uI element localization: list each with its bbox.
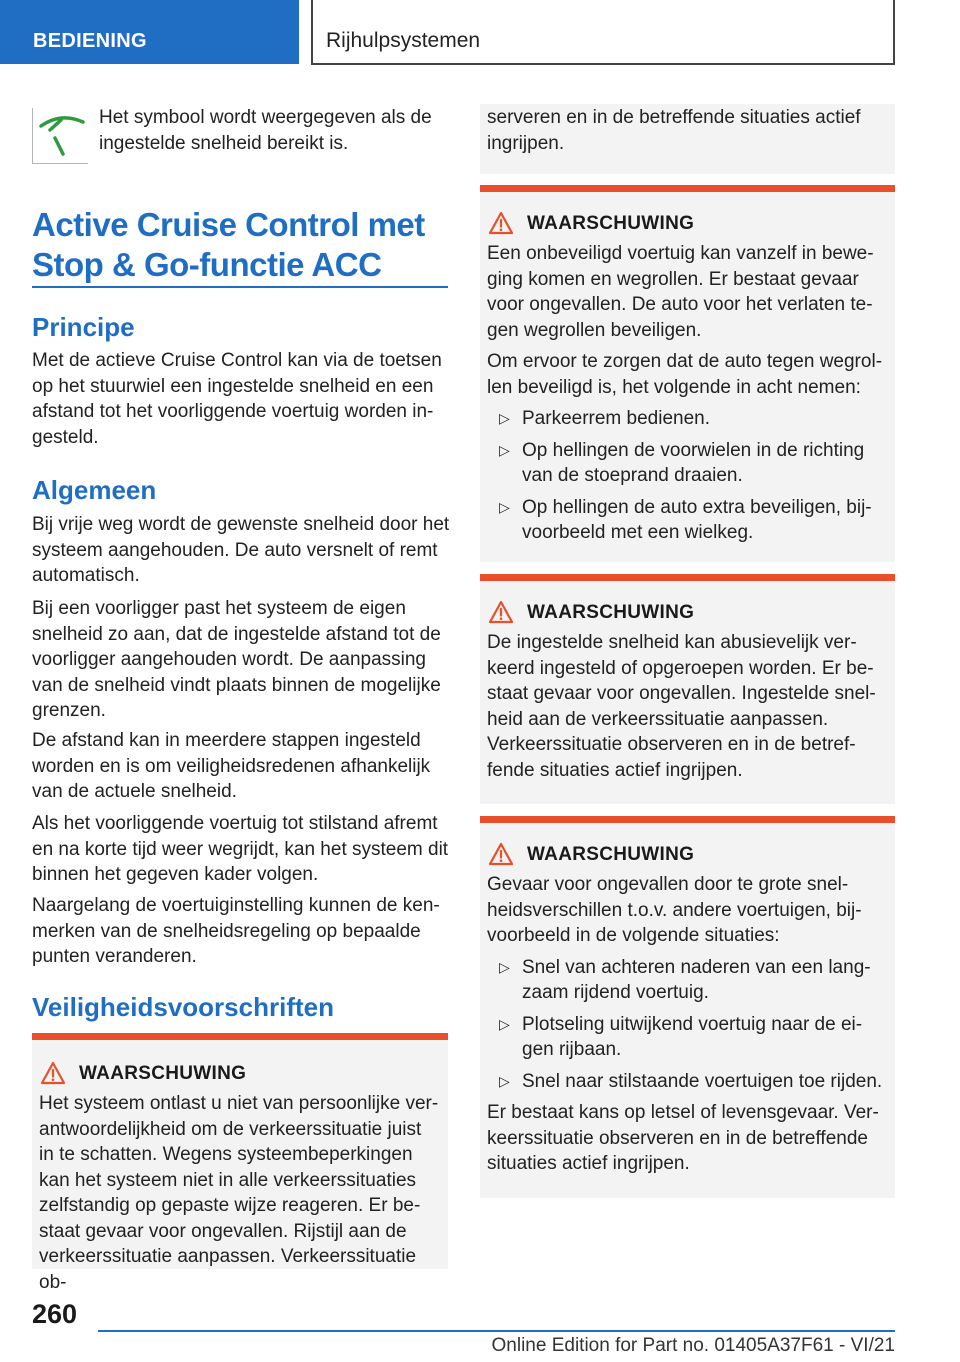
warning-triangle-icon (488, 600, 514, 624)
bullet-triangle-icon: ▷ (499, 410, 510, 426)
warning-box-1-continued (480, 104, 895, 174)
algemeen-para-2: Bij een voorligger past het systeem de eigen snelheid zo aan, dat de ingestelde afstand tot de voorligger aangehouden wordt. De aanpassing van de snelheid vindt plaats binnen de mogelijke grenzen. (32, 598, 441, 721)
warning-bar (480, 816, 895, 823)
list-item-text: Op hellingen de voorwielen in de richting van de stoeprand draaien. (522, 439, 865, 486)
footer-rule (98, 1330, 895, 1332)
warning-bar (32, 1033, 448, 1040)
warning-box-1 (32, 1033, 448, 1293)
page-title: Active Cruise Control met Stop & Go-functie ACC (32, 206, 425, 283)
algemeen-para-3: De afstand kan in meerdere stappen ingesteld worden en is om veiligheidsredenen afhankelijk van de actuele snelheid. (32, 730, 431, 802)
warning-bullet-list (487, 406, 887, 546)
symbol-description: Het symbool wordt weergegeven als de ingestelde snelheid bereikt is. (99, 107, 432, 154)
warning-paragraph: Er bestaat kans op letsel of levensgevaar. Verkeerssituatie observeren en in de betreffende situaties actief ingrijpen. (487, 1102, 879, 1174)
warning-box-3 (480, 574, 895, 804)
header-right-edge (893, 0, 895, 64)
warning-title: WAARSCHUWING (527, 844, 695, 865)
warning-text: De ingestelde snelheid kan abusievelijk verkeerd ingesteld of opgeroepen worden. Er bestaat gevaar voor ongevallen. Ingestelde snelheid aan de verkeerssituatie aanpassen. Verkeerssituatie observeren en in de betreffende situaties actief ingrijpen. (487, 632, 876, 781)
heading-principe: Principe (32, 312, 135, 342)
algemeen-para-1: Bij vrije weg wordt de gewenste snelheid door het systeem aangehouden. De auto versnelt of remt automatisch. (32, 514, 450, 586)
list-item (487, 1069, 887, 1095)
warning-paragraph: Gevaar voor ongevallen door te grote snelheidsverschillen t.o.v. andere voertuigen, bijvoorbeeld in de volgende situaties: (487, 874, 862, 946)
list-item-text: Snel van achteren naderen van een langzaam rijdend voertuig. (522, 956, 871, 1003)
chapter-title: Rijhulpsystemen (326, 29, 481, 52)
cruise-speed-reached-icon (32, 108, 88, 164)
warning-title: WAARSCHUWING (527, 213, 695, 234)
list-item-text: Op hellingen de auto extra beveiligen, bijvoorbeeld met een wielkeg. (522, 496, 872, 543)
section-tab (0, 0, 299, 64)
bullet-triangle-icon: ▷ (499, 498, 510, 515)
title-rule (32, 286, 448, 288)
warning-body (487, 241, 887, 552)
warning-paragraph: Een onbeveiligd voertuig kan vanzelf in beweging komen en wegrollen. Er bestaat gevaar voor ongevallen. De auto voor het verlaten tegen wegrollen beveiligen. (487, 243, 874, 341)
warning-continuation-text: serveren en in de betreffende situaties actief ingrijpen. (487, 107, 861, 154)
heading-algemeen: Algemeen (32, 475, 157, 505)
warning-title: WAARSCHUWING (527, 602, 695, 623)
bullet-triangle-icon: ▷ (499, 441, 510, 458)
list-item (487, 406, 887, 432)
warning-triangle-icon (488, 211, 514, 235)
bullet-triangle-icon: ▷ (499, 1015, 510, 1032)
bullet-triangle-icon: ▷ (499, 1072, 510, 1089)
warning-triangle-icon (40, 1061, 66, 1085)
algemeen-para-4: Als het voorliggende voertuig tot stilstand afremt en na korte tijd weer wegrijdt, kan het systeem dit binnen het gegeven kader volgen. (32, 813, 449, 885)
footer-edition: Online Edition for Part no. 01405A37F61 - VI/21 (491, 1335, 895, 1356)
section-label: BEDIENING (33, 30, 147, 52)
warning-paragraph: Om ervoor te zorgen dat de auto tegen wegrollen beveiligd is, het volgende in acht nemen: (487, 351, 883, 398)
warning-box-4 (480, 816, 895, 1198)
warning-bar (480, 574, 895, 581)
list-item-text: Snel naar stilstaande voertuigen toe rijden. (522, 1070, 883, 1092)
header-rule (311, 63, 895, 65)
list-item-text: Plotseling uitwijkend voertuig naar de eigen rijbaan. (522, 1013, 863, 1060)
warning-text: Het systeem ontlast u niet van persoonlijke verantwoordelijkheid om de verkeerssituatie juist in te schatten. Wegens systeembeperkingen kan het systeem niet in alle verkeerssituaties zelfstandig op gepaste wijze reageren. Er bestaat gevaar voor ongevallen. Rijstijl aan de verkeerssituatie aanpassen. Verkeerssituatie ob- (39, 1093, 439, 1293)
list-item (487, 495, 887, 546)
warning-body (487, 872, 887, 1183)
warning-title: WAARSCHUWING (79, 1063, 247, 1084)
list-item-text: Parkeerrem bedienen. (522, 408, 710, 429)
page-number: 260 (32, 1299, 78, 1329)
principe-text: Met de actieve Cruise Control kan via de toetsen op het stuurwiel een ingestelde snelheid en een afstand tot het voorliggende voertuig worden ingesteld. (32, 350, 442, 448)
list-item (487, 1012, 887, 1063)
bullet-triangle-icon: ▷ (499, 958, 510, 975)
list-item (487, 438, 887, 489)
warning-bullet-list (487, 955, 887, 1095)
warning-triangle-icon (488, 842, 514, 866)
header-divider (311, 0, 313, 64)
list-item (487, 955, 887, 1006)
algemeen-para-5: Naargelang de voertuiginstelling kunnen de kenmerken van de snelheidsregeling op bepaalde punten veranderen. (32, 895, 440, 967)
warning-bar (480, 185, 895, 192)
warning-box-2 (480, 185, 895, 562)
heading-veiligheid: Veiligheidsvoorschriften (32, 992, 334, 1022)
